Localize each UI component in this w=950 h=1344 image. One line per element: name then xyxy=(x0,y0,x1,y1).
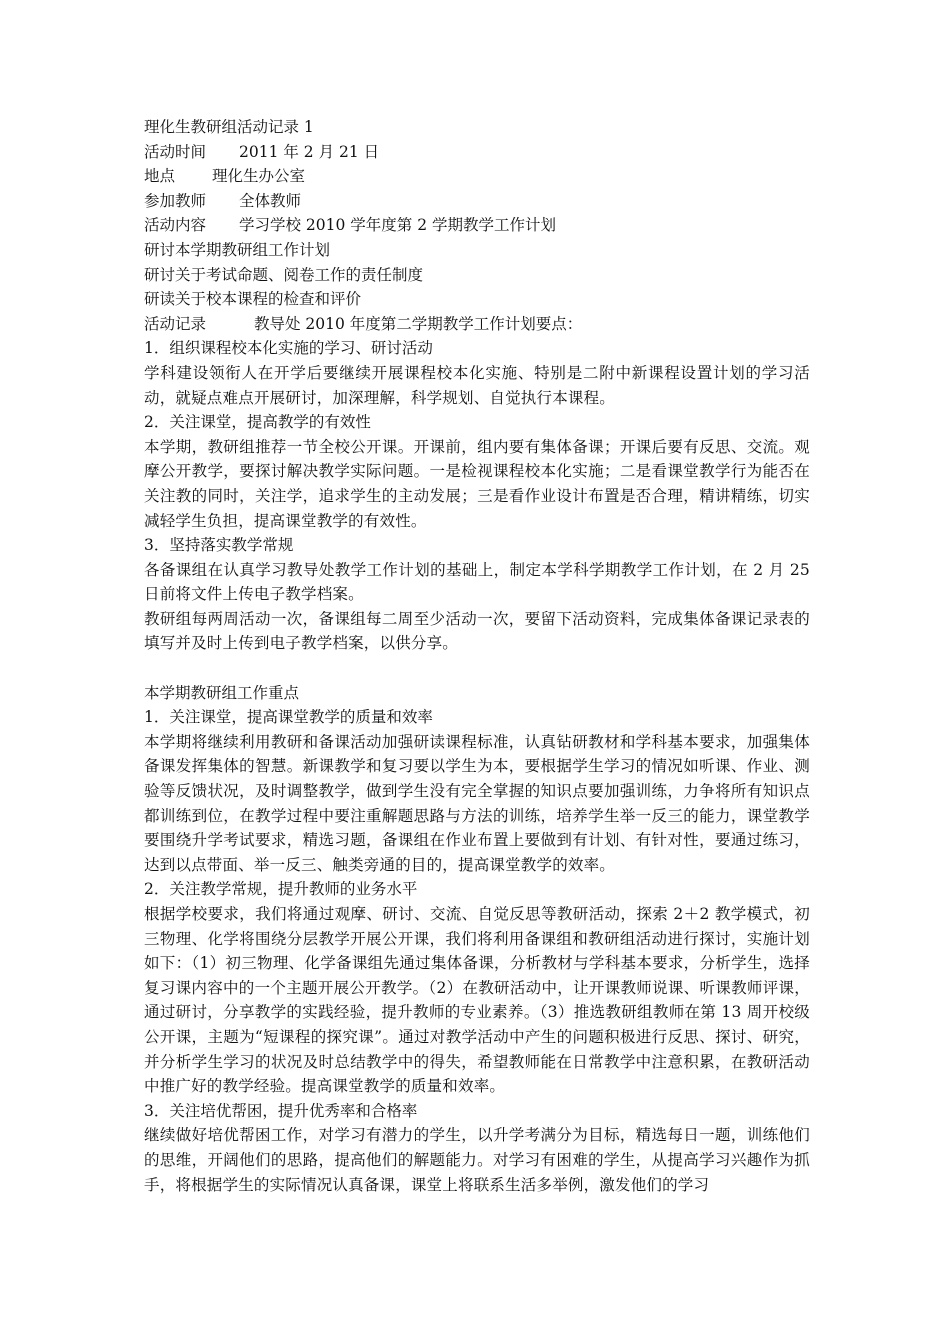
section-3-paragraph-2: 教研组每两周活动一次，备课组每二周至少活动一次，要留下活动资料，完成集体备课记录表的填写并及时上传到电子教学档案，以供分享。 xyxy=(144,609,810,653)
content-item: 研读关于校本课程的检查和评价 xyxy=(144,290,362,309)
focus-2-heading: 2．关注教学常规，提升教师的业务水平 xyxy=(144,880,418,899)
attendees-label: 参加教师 xyxy=(144,191,207,210)
attendees-row xyxy=(144,189,810,214)
content-value: 学习学校 2010 学年度第 2 学期教学工作计划 xyxy=(239,216,557,235)
record-title: 理化生教研组活动记录 1 xyxy=(144,118,314,136)
focus-2-paragraph: 根据学校要求，我们将通过观摩、研讨、交流、自觉反思等教研活动，探索 2＋2 教学模式，初三物理、化学将围绕分层教学开展公开课，我们将利用备课组和教研组活动进行探讨，实施计划如下：（1）初三物理、化学备课组先通过集体备课，分析教材与学科基本要求，分析学生，选择复习课内容中的一个主题开展公开教学。（2）在教研活动中，让开课教师说课、听课教师评课，通过研讨，分享教学的实践经验，提升教师的专业素养。（3）推选教研组教师在第 13 周开校级公开课，主题为“短课程的探究课”。通过对教学活动中产生的问题积极进行反思、探讨、研究，并分析学生学习的状况及时总结教学中的得失，希望教师能在日常教学中注意积累，在教研活动中推广好的教学经验。提高课堂教学的质量和效率。 xyxy=(144,905,810,1096)
place-value: 理化生办公室 xyxy=(212,167,306,186)
section-1-heading: 1．组织课程校本化实施的学习、研讨活动 xyxy=(144,339,433,358)
content-label: 活动内容 xyxy=(144,216,207,235)
focus-1-heading: 1．关注课堂，提高课堂教学的质量和效率 xyxy=(144,708,433,727)
record-value: 教导处 2010 年度第二学期教学工作计划要点： xyxy=(254,314,583,333)
content-item: 研讨关于考试命题、阅卷工作的责任制度 xyxy=(144,265,424,284)
place-row xyxy=(144,164,810,189)
record-label: 活动记录 xyxy=(144,314,207,333)
document-body xyxy=(144,115,810,1197)
activity-time-label: 活动时间 xyxy=(144,142,207,161)
attendees-value: 全体教师 xyxy=(239,191,302,210)
section-1-paragraph: 学科建设领衔人在开学后要继续开展课程校本化实施、特别是二附中新课程设置计划的学习活动，就疑点难点开展研讨，加深理解，科学规划、自觉执行本课程。 xyxy=(144,363,810,407)
place-label: 地点 xyxy=(144,167,176,186)
activity-time-row xyxy=(144,140,810,165)
section-3-heading: 3．坚持落实教学常规 xyxy=(144,536,294,555)
section-2-paragraph: 本学期，教研组推荐一节全校公开课。开课前，组内要有集体备课；开课后要有反思、交流。观摩公开教学，要探讨解决教学实际问题。一是检视课程校本化实施；二是看课堂教学行为能否在关注教的同时，关注学，追求学生的主动发展；三是看作业设计布置是否合理，精讲精练，切实减轻学生负担，提高课堂教学的有效性。 xyxy=(144,437,810,530)
focus-3-heading: 3．关注培优帮困，提升优秀率和合格率 xyxy=(144,1101,418,1120)
section-3-paragraph-1: 各备课组在认真学习教导处教学工作计划的基础上，制定本学科学期教学工作计划，在 2 月 25 日前将文件上传电子教学档案。 xyxy=(144,560,810,604)
record-row xyxy=(144,312,810,337)
content-item: 研讨本学期教研组工作计划 xyxy=(144,240,331,259)
focus-title: 本学期教研组工作重点 xyxy=(144,683,300,702)
focus-3-paragraph: 继续做好培优帮困工作，对学习有潜力的学生，以升学考满分为目标，精选每日一题，训练他们的思维，开阔他们的思路，提高他们的解题能力。对学习有困难的学生，从提高学习兴趣作为抓手，将根据学生的实际情况认真备课，课堂上将联系生活多举例，激发他们的学习 xyxy=(144,1126,810,1194)
activity-time-value: 2011 年 2 月 21 日 xyxy=(239,142,380,161)
section-2-heading: 2．关注课堂，提高教学的有效性 xyxy=(144,413,371,432)
blank-line xyxy=(144,656,810,681)
focus-1-paragraph: 本学期将继续利用教研和备课活动加强研读课程标准，认真钻研教材和学科基本要求，加强集体备课发挥集体的智慧。新课教学和复习要以学生为本，要根据学生学习的情况如听课、作业、测验等反馈状况，及时调整教学，做到学生没有完全掌握的知识点要加强训练，力争将所有知识点都训练到位，在教学过程中要注重解题思路与方法的训练，培养学生举一反三的能力，课堂教学要围绕升学考试要求，精选习题，备课组在作业布置上要做到有计划、有针对性，要通过练习，达到以点带面、举一反三、触类旁通的目的，提高课堂教学的效率。 xyxy=(144,732,810,874)
content-row xyxy=(144,213,810,238)
